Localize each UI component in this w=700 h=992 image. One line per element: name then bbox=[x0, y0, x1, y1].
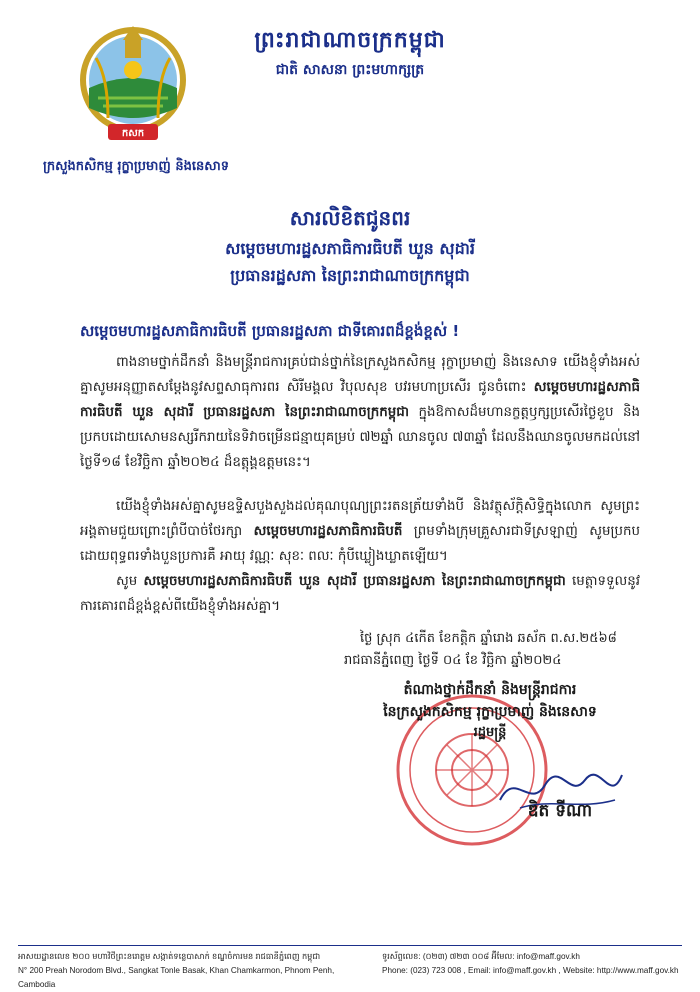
letter-title: សារលិខិតជូនពរ bbox=[289, 206, 411, 230]
p3-end: មេត្តាទទួលនូវការគោរពដ៏ខ្ពង់ខ្ពស់ពីយើងខ្ញុំទាំងអស់គ្នា។ bbox=[80, 574, 640, 614]
footer-address bbox=[18, 950, 363, 992]
signatory-line-2: នៃក្រសួងកសិកម្ម រុក្ខាប្រមាញ់ និងនេសាទ bbox=[383, 704, 597, 720]
signatory-line-1: តំណាងថ្នាក់ដឹកនាំ និងមន្ត្រីរាជការ bbox=[403, 682, 577, 698]
national-motto: ជាតិ សាសនា ព្រះមហាក្សត្រ bbox=[275, 62, 425, 78]
footer-contact bbox=[382, 950, 687, 978]
ministry-emblem bbox=[78, 18, 188, 153]
footer-address-en: N° 200 Preah Norodom Blvd., Sangkat Tonle Basak, Khan Chamkarmon, Phnom Penh, Cambodia bbox=[18, 966, 335, 989]
paragraph-2 bbox=[80, 494, 640, 569]
paragraph-1 bbox=[80, 350, 640, 475]
footer-divider bbox=[18, 945, 682, 946]
p2-end: ព្រមទាំងក្រុមគ្រួសារជាទីស្រឡាញ់ សូមប្រកបដោយពុទ្ធពរទាំងបួនប្រការគឺ អាយុ វណ្ណៈ សុខៈ ពលៈ កុំបីឃ្លៀងឃ្លាតឡើយ។ bbox=[80, 524, 640, 564]
p1-text: ពាងនាមថ្នាក់ដឹកនាំ និងមន្ត្រីរាជការគ្រប់ជាន់ថ្នាក់នៃក្រសួងកសិកម្ម រុក្ខាប្រមាញ់ និងនេសាទ យើងខ្ញុំទាំងអស់គ្នាសូមអនុញ្ញាតសម្តែងនូវសព្ទសាធុការពរ សិរីមង្គល វិបុលសុខ បវរមហាប្រសើរ ជូនចំពោះ bbox=[80, 355, 640, 395]
signatory-title: រដ្ឋមន្ត្រី bbox=[473, 725, 507, 740]
paragraph-3 bbox=[80, 569, 640, 619]
ministry-name: ក្រសួងកសិកម្ម រុក្ខាប្រមាញ់ និងនេសាទ bbox=[43, 159, 229, 174]
recipient-position: ប្រធានរដ្ឋសភា នៃព្រះរាជាណាចក្រកម្ពុជា bbox=[230, 266, 470, 285]
recipient-name: សម្តេចមហារដ្ឋសភាធិការធិបតី ឃួន សុដារី bbox=[225, 239, 475, 258]
signer-name: ឌិត ទីណា bbox=[527, 801, 593, 821]
lunar-date: ថ្ងៃ ស្រុក ៤កើត ខែកត្តិក ឆ្នាំរោង ឆស័ក ព.ស.២៥៦៨ bbox=[360, 631, 617, 646]
p1-bold: សម្តេចមហារដ្ឋសភាធិការធិបតី ឃួន សុដារី ប្រធានរដ្ឋសភា នៃព្រះរាជាណាចក្រកម្ពុជា bbox=[80, 380, 640, 420]
ministry-emblem-icon bbox=[78, 18, 188, 153]
footer-contact-km: ទូរស័ព្ទលេខ: (០២៣) ៧២៣ ០០៨ អ៊ីមែល: info@maff.gov.kh bbox=[382, 952, 580, 961]
p2-bold: សម្តេចមហារដ្ឋសភាធិការធិបតី bbox=[253, 524, 403, 539]
emblem-caption: កសក bbox=[121, 128, 145, 139]
salutation: សម្តេចមហារដ្ឋសភាធិការធិបតី ប្រធានរដ្ឋសភា ជាទីគោរពដ៏ខ្ពង់ខ្ពស់ ! bbox=[80, 322, 460, 340]
p2-text: យើងខ្ញុំទាំងអស់គ្នាសូមឧទ្ទិសបួងសួងដល់គុណបុណ្យព្រះរតនត្រ័យទាំងបី និងវត្ថុស័ក្តិសិទ្ធិក្នុងលោក សូមព្រះអង្គតាមជួយព្រោះព្រំបីបាច់ថែរក្សា bbox=[80, 499, 640, 539]
footer-address-km: អាសយដ្ឋានលេខ ២០០ មហាវិថីព្រះនរោត្តម សង្កាត់ទន្លេបាសាក់ ខណ្ឌចំការមន រាជធានីភ្នំពេញ កម្ពុជា bbox=[18, 952, 321, 961]
kingdom-heading: ព្រះរាជាណាចក្រកម្ពុជា bbox=[254, 28, 446, 53]
footer-contact-en: Phone: (023) 723 008 , Email: info@maff.gov.kh , Website: http://www.maff.gov.kh bbox=[382, 966, 679, 975]
p3-text: សូម bbox=[116, 574, 144, 589]
p3-bold: សម្តេចមហារដ្ឋសភាធិការធិបតី ឃួន សុដារី ប្រធានរដ្ឋសភា នៃព្រះរាជាណាចក្រកម្ពុជា bbox=[143, 574, 566, 589]
gregorian-date: រាជធានីភ្នំពេញ ថ្ងៃទី ០៤ ខែ វិច្ឆិកា ឆ្នាំ២០២៤ bbox=[344, 653, 562, 668]
p1-end: ក្នុងឱកាសដ៏មហានក្ខត្តឫក្សប្រសើរថ្ងៃខួប និងប្រកបដោយសោមនស្សរីករាយនៃទិវាចម្រើនជន្មាយុគម្រប់ ៧២ឆ្នាំ ឈានចូល ៧៣ឆ្នាំ ដែលនឹងឈានចូលមកដល់នៅថ្ងៃទី១៨ ខែវិច្ឆិកា ឆ្នាំ២០២៤ ដ៏ឧត្តុង្គឧត្តមនេះ។ bbox=[80, 405, 640, 470]
